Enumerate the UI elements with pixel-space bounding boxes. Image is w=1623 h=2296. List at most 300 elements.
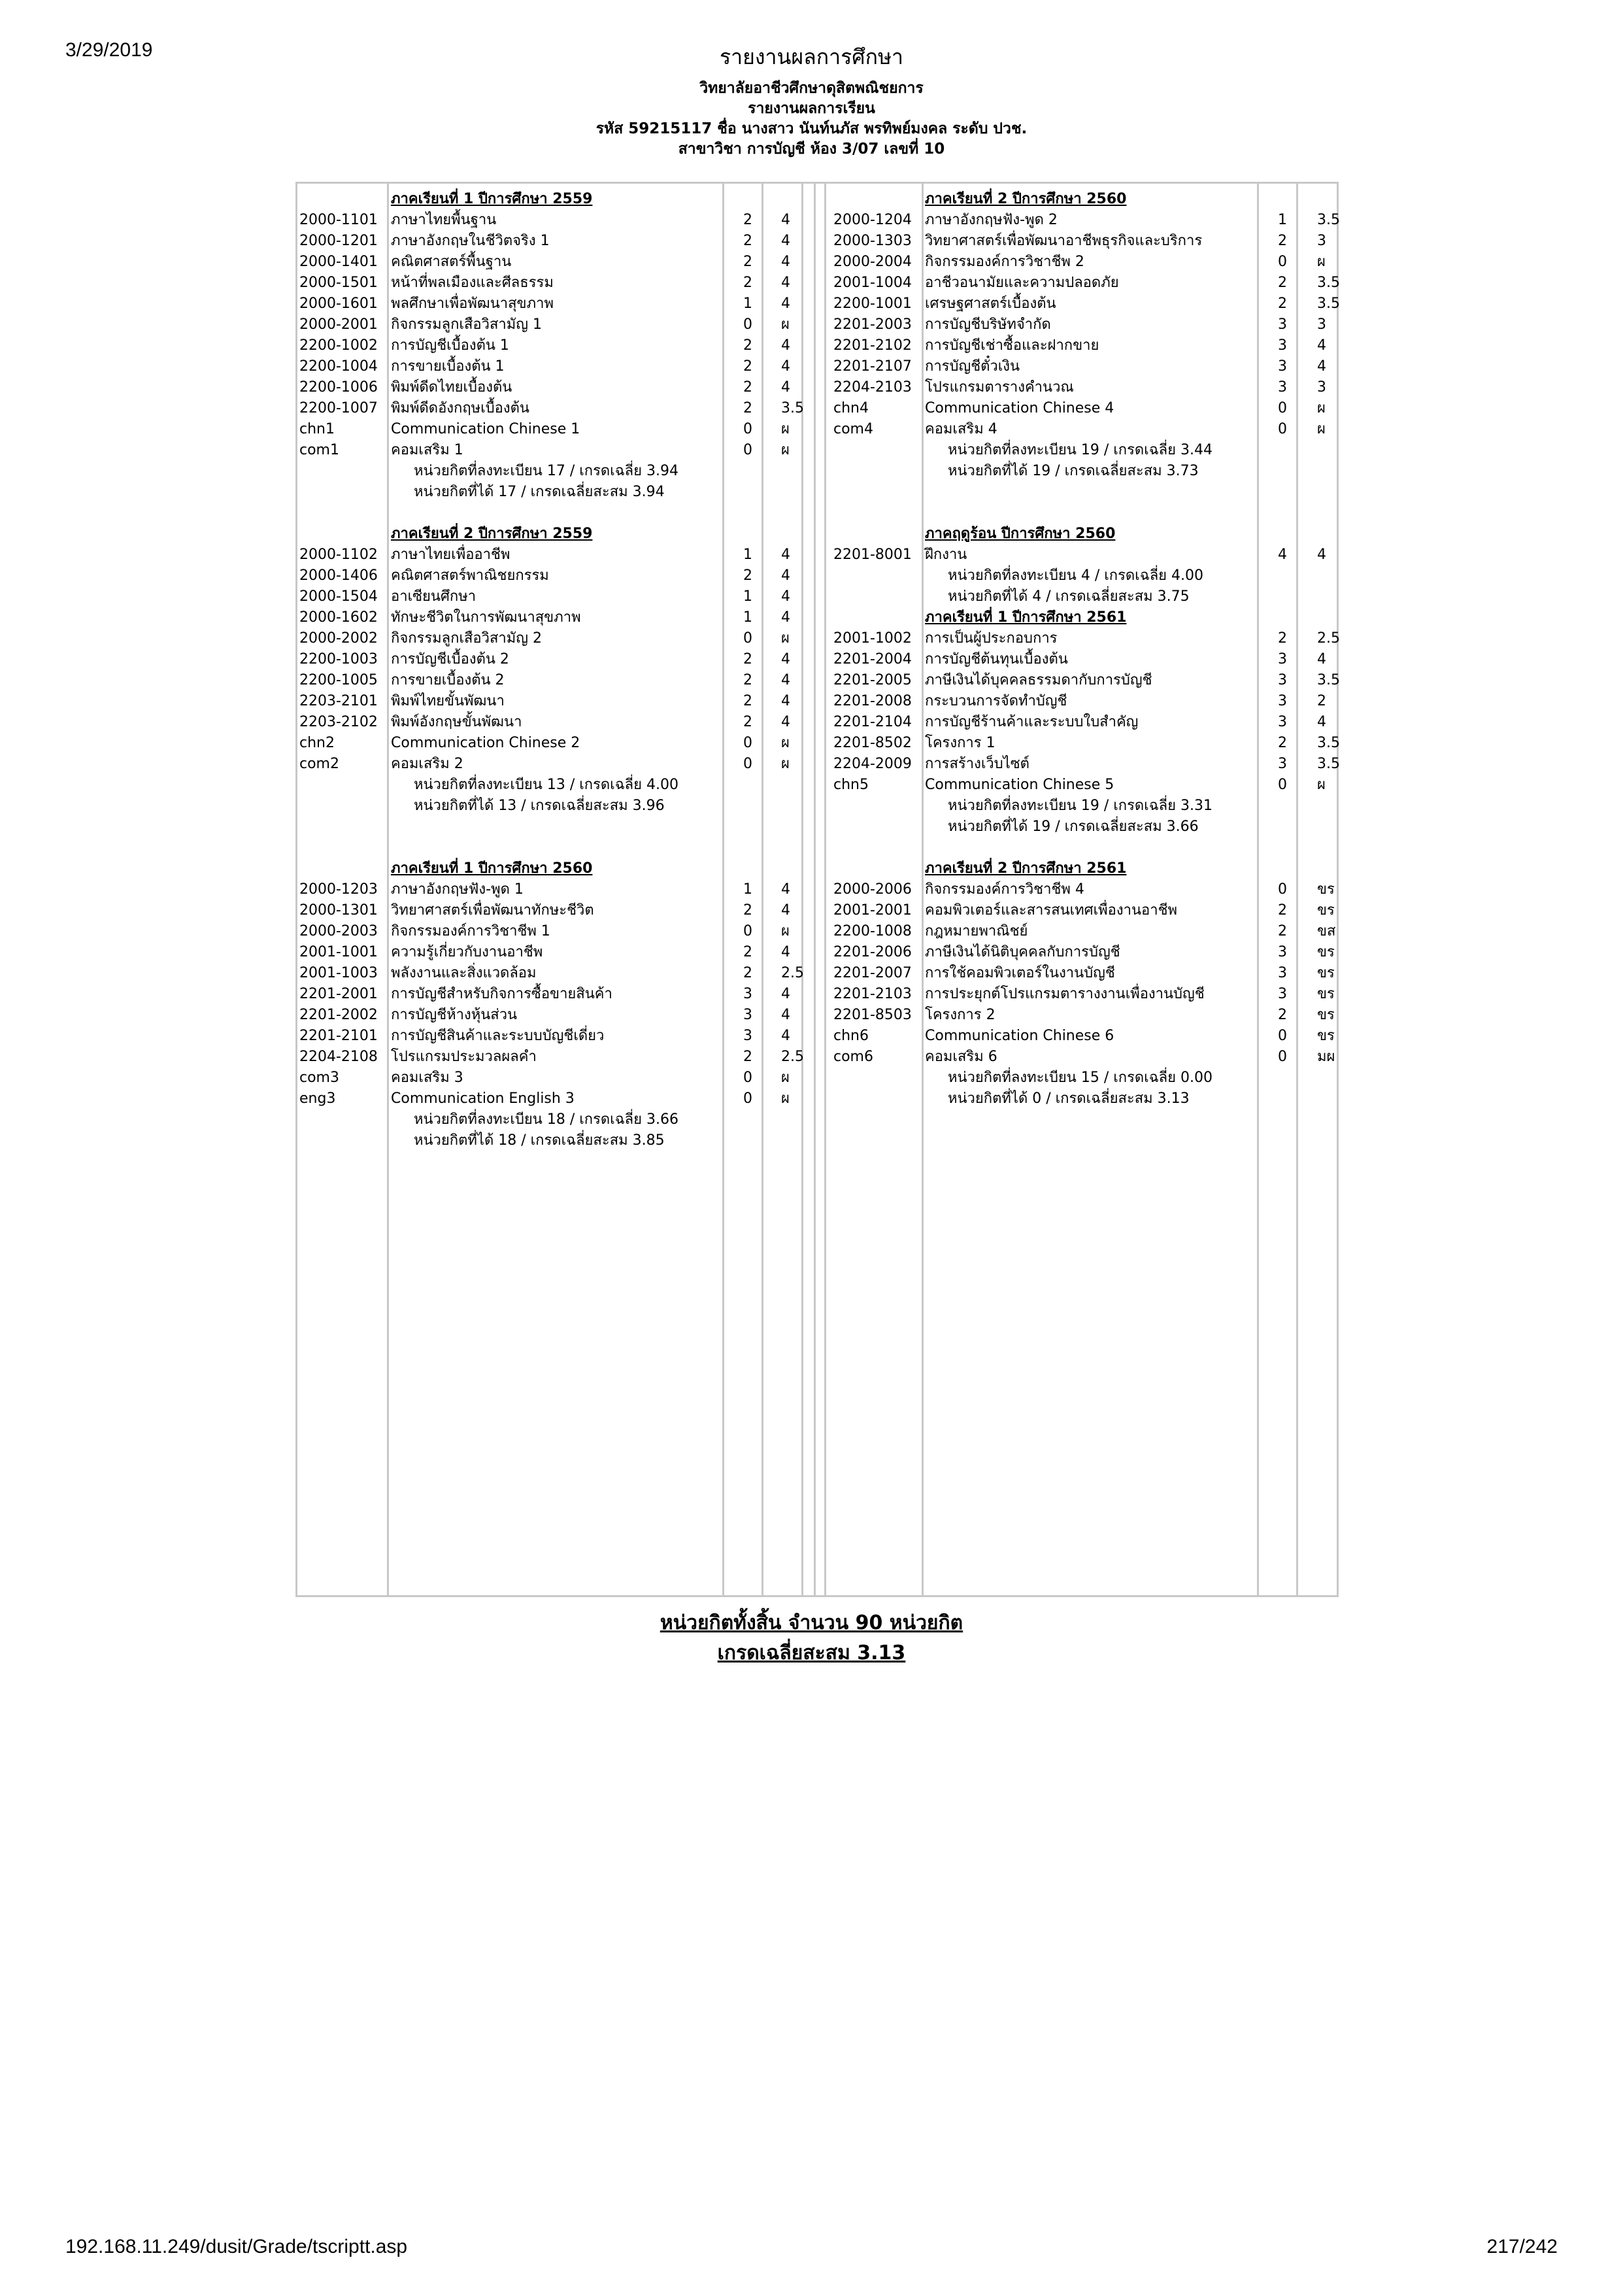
course-code: 2000-1203 [299, 881, 378, 898]
course-credit: 2 [743, 672, 752, 688]
course-grade: มผ [1317, 1049, 1335, 1065]
course-code: 2200-1006 [299, 379, 378, 396]
course-grade: ผ [781, 316, 790, 333]
course-name: วิทยาศาสตร์เพื่อพัฒนาทักษะชีวิต [391, 902, 594, 919]
course-code: 2000-1303 [833, 233, 912, 249]
semester-title-row [297, 858, 1337, 879]
course-grade: 4 [781, 1007, 790, 1023]
course-code: 2001-1002 [833, 630, 912, 647]
course-code: 2000-1102 [299, 547, 378, 563]
course-name: พิมพ์ดีดไทยเบื้องต้น [391, 379, 512, 396]
course-grade: 2.5 [781, 1049, 804, 1065]
course-grade: 3.5 [1317, 756, 1340, 772]
course-grade: ขร [1317, 944, 1335, 960]
course-code: 2000-2004 [833, 254, 912, 270]
course-code: 2000-2006 [833, 881, 912, 898]
course-code: 2201-2002 [299, 1007, 378, 1023]
course-name: หน้าที่พลเมืองและศีลธรรม [391, 275, 554, 291]
course-row [297, 754, 1340, 775]
course-name: คณิตศาสตร์พาณิชยกรรม [391, 567, 549, 584]
course-name: วิทยาศาสตร์เพื่อพัฒนาอาชีพธุรกิจและบริการ [925, 233, 1203, 249]
course-code: 2200-1005 [299, 672, 378, 688]
course-name: ภาษีเงินได้บุคคลธรรมดากับการบัญชี [925, 672, 1152, 688]
course-credit: 2 [743, 714, 752, 730]
course-code: 2001-1003 [299, 965, 378, 981]
semester-summary-registered: หน่วยกิตที่ลงทะเบียน 18 / เกรดเฉลี่ย 3.66 [414, 1111, 679, 1128]
course-code: 2204-2108 [299, 1049, 378, 1065]
course-name: คอมเสริม 4 [925, 421, 997, 437]
semester-summary-registered: หน่วยกิตที่ลงทะเบียน 4 / เกรดเฉลี่ย 4.00 [948, 567, 1204, 584]
program-info: สาขาวิชา การบัญชี ห้อง 3/07 เลขที่ 10 [678, 141, 945, 158]
course-grade: 4 [781, 233, 790, 249]
course-code: 2201-2008 [833, 693, 912, 709]
course-grade: ผ [1317, 421, 1326, 437]
course-row [297, 419, 1337, 440]
course-name: คอมเสริม 6 [925, 1049, 997, 1065]
course-grade: 2 [1317, 693, 1326, 709]
course-credit: 3 [1278, 379, 1287, 396]
course-name: Communication Chinese 4 [925, 400, 1114, 416]
course-row [297, 252, 1337, 273]
course-grade: 4 [1317, 358, 1326, 375]
course-code: 2000-1101 [299, 212, 378, 228]
course-code: 2201-8502 [833, 735, 912, 751]
course-credit: 2 [743, 358, 752, 375]
course-grade: 3.5 [1317, 672, 1340, 688]
course-code: 2001-1004 [833, 275, 912, 291]
course-grade: 4 [1317, 651, 1326, 667]
course-grade: 4 [781, 651, 790, 667]
course-credit: 2 [743, 567, 752, 584]
course-credit: 0 [743, 442, 752, 458]
course-grade: 4 [781, 275, 790, 291]
course-name: คอมเสริม 1 [391, 442, 463, 458]
course-name: กิจกรรมลูกเสือวิสามัญ 1 [391, 316, 542, 333]
course-name: โปรแกรมประมวลผลคำ [391, 1049, 537, 1065]
print-url: 192.168.11.249/dusit/Grade/tscriptt.asp [65, 2236, 408, 2257]
course-credit: 0 [1278, 400, 1287, 416]
course-code: com2 [299, 756, 339, 772]
course-grade: ผ [781, 1090, 790, 1107]
course-code: eng3 [299, 1090, 336, 1107]
course-row [297, 984, 1337, 1005]
course-name: อาเซียนศึกษา [391, 588, 477, 605]
course-code: chn5 [833, 777, 869, 793]
course-credit: 0 [1278, 254, 1287, 270]
course-grade: 4 [781, 609, 790, 626]
course-name: Communication Chinese 6 [925, 1028, 1114, 1044]
course-credit: 3 [1278, 944, 1287, 960]
course-code: 2201-2104 [833, 714, 912, 730]
course-credit: 2 [743, 254, 752, 270]
course-credit: 0 [1278, 1028, 1287, 1044]
course-grade: 4 [781, 944, 790, 960]
course-row [297, 942, 1337, 963]
course-name: คอมพิวเตอร์และสารสนเทศเพื่องานอาชีพ [925, 902, 1178, 919]
course-credit: 3 [743, 1028, 752, 1044]
course-code: 2000-1601 [299, 295, 378, 312]
course-code: 2201-2102 [833, 337, 912, 354]
semester-title: ภาคเรียนที่ 2 ปีการศึกษา 2560 [925, 191, 1127, 207]
course-credit: 2 [1278, 735, 1287, 751]
course-name: โปรแกรมตารางคำนวณ [925, 379, 1074, 396]
course-code: 2000-2003 [299, 923, 378, 939]
course-row [297, 377, 1337, 398]
course-code: 2201-2007 [833, 965, 912, 981]
course-name: การขายเบื้องต้น 1 [391, 358, 505, 375]
semester-title-row [297, 524, 1337, 545]
print-date: 3/29/2019 [65, 39, 153, 61]
course-name: การบัญชีสินค้าและระบบบัญชีเดี่ยว [391, 1028, 605, 1044]
transcript-totals [0, 1608, 1623, 1668]
course-grade: 3.5 [1317, 275, 1340, 291]
course-code: 2200-1002 [299, 337, 378, 354]
semester-title: ภาคเรียนที่ 1 ปีการศึกษา 2559 [391, 191, 593, 207]
course-name: โครงการ 2 [925, 1007, 996, 1023]
course-grade: 4 [781, 254, 790, 270]
course-code: com6 [833, 1049, 873, 1065]
course-credit: 3 [1278, 358, 1287, 375]
course-grade: 4 [1317, 547, 1326, 563]
course-name: โครงการ 1 [925, 735, 996, 751]
course-code: 2201-2006 [833, 944, 912, 960]
course-code: 2000-1406 [299, 567, 378, 584]
course-row [297, 691, 1337, 712]
course-row [297, 712, 1337, 733]
course-grade: ขร [1317, 965, 1335, 981]
course-name: คอมเสริม 3 [391, 1070, 463, 1086]
course-credit: 1 [743, 295, 752, 312]
course-credit: 2 [1278, 275, 1287, 291]
course-credit: 3 [1278, 337, 1287, 354]
course-credit: 0 [1278, 421, 1287, 437]
course-credit: 1 [743, 881, 752, 898]
course-credit: 2 [1278, 630, 1287, 647]
course-credit: 2 [1278, 233, 1287, 249]
semester-title: ภาคเรียนที่ 1 ปีการศึกษา 2560 [391, 860, 593, 877]
course-name: พิมพ์ไทยขั้นพัฒนา [391, 693, 505, 709]
course-name: ภาษีเงินได้นิติบุคคลกับการบัญชี [925, 944, 1120, 960]
course-name: ภาษาไทยเพื่ออาชีพ [391, 547, 510, 563]
course-row [297, 356, 1337, 377]
course-name: คอมเสริม 2 [391, 756, 463, 772]
course-grade: ขร [1317, 881, 1335, 898]
course-code: com1 [299, 442, 339, 458]
semester-title: ภาคเรียนที่ 1 ปีการศึกษา 2561 [925, 609, 1127, 626]
course-credit: 3 [1278, 714, 1287, 730]
course-credit: 0 [1278, 777, 1287, 793]
course-name: พลังงานและสิ่งแวดล้อม [391, 965, 537, 981]
semester-summary-registered: หน่วยกิตที่ลงทะเบียน 15 / เกรดเฉลี่ย 0.00 [948, 1070, 1213, 1086]
course-credit: 0 [743, 421, 752, 437]
course-name: กฎหมายพาณิชย์ [925, 923, 1028, 939]
course-name: Communication Chinese 5 [925, 777, 1114, 793]
course-name: พิมพ์อังกฤษขั้นพัฒนา [391, 714, 522, 730]
course-name: ภาษาอังกฤษฟัง-พูด 2 [925, 212, 1058, 228]
course-credit: 3 [1278, 965, 1287, 981]
course-credit: 3 [1278, 651, 1287, 667]
course-code: 2001-2001 [833, 902, 912, 919]
course-name: การเป็นผู้ประกอบการ [925, 630, 1058, 647]
course-row [297, 1047, 1337, 1068]
course-credit: 2 [1278, 902, 1287, 919]
course-code: 2200-1003 [299, 651, 378, 667]
course-credit: 2 [743, 233, 752, 249]
course-grade: ผ [781, 630, 790, 647]
course-row [297, 628, 1340, 649]
course-grade: ผ [781, 1070, 790, 1086]
course-row [297, 921, 1337, 942]
course-name: ภาษาไทยพื้นฐาน [391, 212, 497, 228]
course-row [297, 231, 1337, 252]
course-row [297, 545, 1337, 566]
semester-summary-earned: หน่วยกิตที่ได้ 4 / เกรดเฉลี่ยสะสม 3.75 [948, 588, 1190, 605]
course-name: กิจกรรมลูกเสือวิสามัญ 2 [391, 630, 542, 647]
course-code: com3 [299, 1070, 339, 1086]
course-grade: ขส [1317, 923, 1336, 939]
course-code: 2201-8001 [833, 547, 912, 563]
course-credit: 0 [743, 316, 752, 333]
course-name: การบัญชีบริษัทจำกัด [925, 316, 1051, 333]
semester-summary-earned: หน่วยกิตที่ได้ 19 / เกรดเฉลี่ยสะสม 3.66 [948, 819, 1199, 835]
course-grade: 4 [781, 672, 790, 688]
course-grade: ผ [1317, 254, 1326, 270]
course-row [297, 1026, 1337, 1047]
course-name: กิจกรรมองค์การวิชาชีพ 1 [391, 923, 550, 939]
course-code: 2000-1204 [833, 212, 912, 228]
semester-title: ภาคเรียนที่ 2 ปีการศึกษา 2559 [391, 526, 593, 542]
school-name: วิทยาลัยอาชีวศึกษาดุสิตพณิชยการ [699, 80, 924, 97]
course-name: การสร้างเว็บไซต์ [925, 756, 1029, 772]
course-name: พลศึกษาเพื่อพัฒนาสุขภาพ [391, 295, 554, 312]
course-credit: 2 [743, 965, 752, 981]
course-grade: 4 [781, 693, 790, 709]
course-code: com4 [833, 421, 873, 437]
print-page-number: 217/242 [1486, 2236, 1558, 2257]
course-credit: 3 [1278, 672, 1287, 688]
report-title: รายงานผลการเรียน [748, 100, 875, 117]
course-grade: 2.5 [781, 965, 804, 981]
course-credit: 3 [1278, 693, 1287, 709]
course-credit: 2 [1278, 923, 1287, 939]
course-row [297, 963, 1337, 984]
course-credit: 0 [1278, 881, 1287, 898]
course-name: การบัญชีเช่าซื้อและฝากขาย [925, 337, 1099, 354]
course-grade: 4 [781, 1028, 790, 1044]
semester-summary-earned: หน่วยกิตที่ได้ 0 / เกรดเฉลี่ยสะสม 3.13 [948, 1090, 1190, 1107]
course-code: chn2 [299, 735, 335, 751]
course-row [297, 398, 1337, 419]
course-row [297, 273, 1340, 294]
course-grade: 3 [1317, 379, 1326, 396]
course-name: Communication Chinese 1 [391, 421, 580, 437]
course-grade: 3 [1317, 316, 1326, 333]
course-name: ภาษาอังกฤษในชีวิตจริง 1 [391, 233, 550, 249]
course-credit: 1 [743, 609, 752, 626]
course-code: chn6 [833, 1028, 869, 1044]
semester-title: ภาคฤดูร้อน ปีการศึกษา 2560 [925, 526, 1116, 542]
course-name: การบัญชีต้นทุนเบื้องต้น [925, 651, 1068, 667]
course-code: 2204-2103 [833, 379, 912, 396]
course-name: การบัญชีสำหรับกิจการซื้อขายสินค้า [391, 986, 612, 1002]
course-name: กิจกรรมองค์การวิชาชีพ 2 [925, 254, 1084, 270]
course-grade: 3.5 [1317, 212, 1340, 228]
course-name: กิจกรรมองค์การวิชาชีพ 4 [925, 881, 1084, 898]
course-code: 2201-2001 [299, 986, 378, 1002]
course-grade: 4 [781, 379, 790, 396]
course-credit: 2 [743, 275, 752, 291]
course-grade: 3.5 [781, 400, 804, 416]
course-name: คณิตศาสตร์พื้นฐาน [391, 254, 512, 270]
course-grade: 3 [1317, 233, 1326, 249]
course-credit: 4 [1278, 547, 1287, 563]
course-code: 2000-1201 [299, 233, 378, 249]
course-credit: 2 [743, 693, 752, 709]
course-grade: ผ [781, 442, 790, 458]
course-grade: 4 [781, 295, 790, 312]
course-code: 2204-2009 [833, 756, 912, 772]
course-code: 2201-2003 [833, 316, 912, 333]
course-grade: 4 [781, 588, 790, 605]
course-credit: 2 [1278, 295, 1287, 312]
course-name: การบัญชีห้างหุ้นส่วน [391, 1007, 518, 1023]
course-credit: 3 [743, 1007, 752, 1023]
course-code: 2201-8503 [833, 1007, 912, 1023]
course-credit: 0 [743, 630, 752, 647]
semester-summary-registered: หน่วยกิตที่ลงทะเบียน 13 / เกรดเฉลี่ย 4.00 [414, 777, 679, 793]
course-code: 2203-2101 [299, 693, 378, 709]
course-credit: 2 [743, 1049, 752, 1065]
course-code: 2201-2107 [833, 358, 912, 375]
course-name: การบัญชีร้านค้าและระบบใบสำคัญ [925, 714, 1139, 730]
course-credit: 0 [743, 1070, 752, 1086]
course-grade: 4 [781, 902, 790, 919]
course-name: Communication Chinese 2 [391, 735, 580, 751]
course-code: 2203-2102 [299, 714, 378, 730]
semester-summary-earned: หน่วยกิตที่ได้ 18 / เกรดเฉลี่ยสะสม 3.85 [414, 1132, 665, 1149]
course-grade: 2.5 [1317, 630, 1340, 647]
student-info: รหัส 59215117 ชื่อ นางสาว นันท์นภัส พรทิพย์มงคล ระดับ ปวช. [595, 120, 1028, 137]
course-name: พิมพ์ดีดอังกฤษเบื้องต้น [391, 400, 529, 416]
course-grade: ผ [781, 421, 790, 437]
course-code: chn4 [833, 400, 869, 416]
course-code: 2201-2101 [299, 1028, 378, 1044]
course-grade: ขร [1317, 902, 1335, 919]
course-name: เศรษฐศาสตร์เบื้องต้น [925, 295, 1056, 312]
semester-title-row [297, 189, 1337, 210]
course-grade: 4 [1317, 337, 1326, 354]
course-name: กระบวนการจัดทำบัญชี [925, 693, 1067, 709]
course-name: ฝึกงาน [925, 547, 967, 563]
course-code: 2000-1501 [299, 275, 378, 291]
course-grade: ผ [781, 756, 790, 772]
course-row [297, 879, 1337, 900]
course-credit: 0 [1278, 1049, 1287, 1065]
course-grade: ผ [781, 735, 790, 751]
course-row [297, 335, 1337, 356]
course-grade: ขร [1317, 1007, 1335, 1023]
course-credit: 1 [1278, 212, 1287, 228]
course-grade: ขร [1317, 986, 1335, 1002]
course-grade: 4 [1317, 714, 1326, 730]
course-name: การใช้คอมพิวเตอร์ในงานบัญชี [925, 965, 1115, 981]
transcript-table [295, 182, 1339, 1597]
course-credit: 0 [743, 756, 752, 772]
course-code: 2201-2103 [833, 986, 912, 1002]
course-row [297, 294, 1340, 314]
course-grade: ผ [1317, 400, 1326, 416]
course-row [297, 670, 1340, 691]
semester-summary-registered: หน่วยกิตที่ลงทะเบียน 19 / เกรดเฉลี่ย 3.31 [948, 798, 1213, 814]
course-row [297, 649, 1337, 670]
course-grade: 3.5 [1317, 735, 1340, 751]
course-credit: 0 [743, 735, 752, 751]
course-grade: 4 [781, 986, 790, 1002]
course-code: 2200-1008 [833, 923, 912, 939]
course-credit: 1 [743, 547, 752, 563]
course-grade: ผ [781, 923, 790, 939]
course-credit: 2 [743, 902, 752, 919]
course-code: chn1 [299, 421, 335, 437]
course-code: 2200-1004 [299, 358, 378, 375]
course-name: Communication English 3 [391, 1090, 575, 1107]
course-grade: ขร [1317, 1028, 1335, 1044]
course-credit: 3 [1278, 756, 1287, 772]
course-row [297, 775, 1337, 796]
course-credit: 3 [743, 986, 752, 1002]
course-credit: 2 [743, 400, 752, 416]
course-row [297, 1005, 1337, 1026]
course-grade: 4 [781, 567, 790, 584]
cumulative-gpa: เกรดเฉลี่ยสะสม 3.13 [717, 1642, 906, 1664]
course-grade: ผ [1317, 777, 1326, 793]
course-grade: 4 [781, 881, 790, 898]
course-name: ภาษาอังกฤษฟัง-พูด 1 [391, 881, 524, 898]
course-code: 2200-1001 [833, 295, 912, 312]
course-credit: 2 [743, 379, 752, 396]
semester-summary-earned: หน่วยกิตที่ได้ 13 / เกรดเฉลี่ยสะสม 3.96 [414, 798, 665, 814]
course-grade: 4 [781, 212, 790, 228]
course-credit: 2 [743, 337, 752, 354]
course-code: 2000-2001 [299, 316, 378, 333]
course-code: 2201-2004 [833, 651, 912, 667]
course-credit: 3 [1278, 986, 1287, 1002]
course-code: 2000-1504 [299, 588, 378, 605]
course-code: 2201-2005 [833, 672, 912, 688]
course-credit: 0 [743, 923, 752, 939]
semester-title: ภาคเรียนที่ 2 ปีการศึกษา 2561 [925, 860, 1127, 877]
course-credit: 0 [743, 1090, 752, 1107]
course-name: การบัญชีเบื้องต้น 2 [391, 651, 509, 667]
course-credit: 2 [743, 944, 752, 960]
course-name: การบัญชีตั๋วเงิน [925, 358, 1020, 375]
total-credits: หน่วยกิตทั้งสิ้น จำนวน 90 หน่วยกิต [660, 1612, 963, 1634]
course-credit: 3 [1278, 316, 1287, 333]
course-code: 2001-1001 [299, 944, 378, 960]
course-name: อาชีวอนามัยและความปลอดภัย [925, 275, 1119, 291]
course-credit: 1 [743, 588, 752, 605]
course-code: 2000-1401 [299, 254, 378, 270]
course-name: การบัญชีเบื้องต้น 1 [391, 337, 509, 354]
course-row [297, 900, 1337, 921]
semester-summary-registered: หน่วยกิตที่ลงทะเบียน 19 / เกรดเฉลี่ย 3.44 [948, 442, 1213, 458]
course-name: ทักษะชีวิตในการพัฒนาสุขภาพ [391, 609, 581, 626]
course-code: 2000-2002 [299, 630, 378, 647]
document-header [0, 78, 1623, 160]
semester-summary-earned: หน่วยกิตที่ได้ 19 / เกรดเฉลี่ยสะสม 3.73 [948, 463, 1199, 479]
semester-summary-registered: หน่วยกิตที่ลงทะเบียน 17 / เกรดเฉลี่ย 3.94 [414, 463, 679, 479]
course-grade: 4 [781, 358, 790, 375]
